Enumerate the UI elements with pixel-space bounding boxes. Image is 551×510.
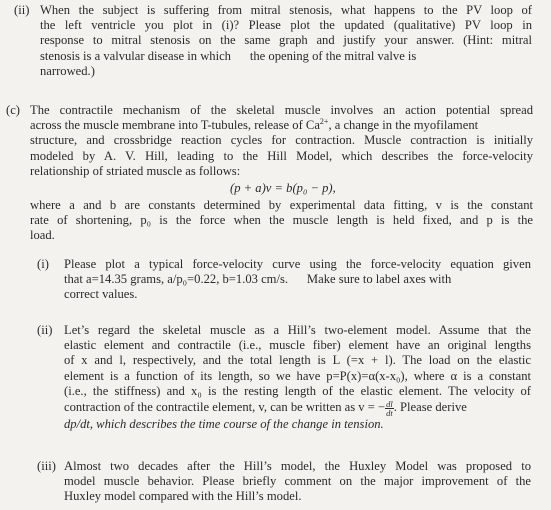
text-line: structure, and crossbridge reaction cycles for contraction. Muscle contraction is initially bbox=[30, 133, 533, 148]
text-line: rate of shortening, p₀ is the force when the muscle length is held fixed, and p is the bbox=[30, 213, 533, 228]
text-line: stenosis is a valvular disease in which the opening of the mitral valve is bbox=[40, 48, 417, 63]
text-line-velocity bbox=[64, 399, 531, 417]
ca-text: across the muscle membrane into T-tubules, release of Ca bbox=[30, 118, 320, 133]
part-c-i-text bbox=[64, 257, 531, 303]
text-line: (i.e., the stiffness) and x₀ is the resting length of the elastic element. The velocity of bbox=[64, 383, 531, 398]
ca-tail: , a change in the myofilament bbox=[328, 118, 479, 133]
text-line: The contractile mechanism of the skeletal muscle involves an action potential spread bbox=[30, 103, 533, 117]
text-line: correct values. bbox=[64, 287, 138, 302]
fraction-denominator: dt bbox=[386, 407, 393, 418]
text-line: Let’s regard the skeletal muscle as a Hill’s two-element model. Assume that the bbox=[64, 323, 531, 337]
part-b-ii-label: (ii) bbox=[14, 3, 30, 17]
part-c-iii-text bbox=[64, 459, 531, 505]
velocity-text: contraction of the contractile element, v, can be written as v = − bbox=[64, 400, 386, 415]
text-line: where a and b are constants determined by experimental data fitting, v is the constant bbox=[30, 198, 533, 212]
part-c-ii-text bbox=[64, 323, 531, 432]
part-c-iii-label: (iii) bbox=[37, 459, 56, 473]
text-line: model muscle behavior. Please briefly comment on the major improvement of the bbox=[64, 474, 531, 489]
part-c-after-text bbox=[30, 198, 533, 244]
text-line: elastic element and contractile (i.e., muscle fiber) element have an original lengths bbox=[64, 338, 531, 353]
part-c-label: (c) bbox=[6, 103, 20, 117]
text-line: of x and l, respectively, and the total length is L (=x + l). The load on the elastic bbox=[64, 353, 531, 368]
text-line: Almost two decades after the Hill’s model, the Huxley Model was proposed to bbox=[64, 459, 531, 473]
text-line: response to mitral stenosis on the same graph and justify your answer. (Hint: mitral bbox=[40, 33, 532, 48]
text-line: element is a function of its length, so we have p=P(x)=α(x-x₀), where α is a constant bbox=[64, 368, 531, 383]
text-line-ca bbox=[30, 118, 533, 133]
text-line: load. bbox=[30, 228, 55, 243]
text-line: modeled by A. V. Hill, leading to the Hill Model, which describes the force-velocity bbox=[30, 148, 533, 163]
part-c-text bbox=[30, 103, 533, 179]
text-line: Huxley model compared with the Hill’s model. bbox=[64, 489, 302, 504]
fraction-numerator: dl bbox=[386, 398, 393, 409]
text-line: When the subject is suffering from mitral stenosis, what happens to the PV loop of bbox=[40, 3, 532, 17]
part-b-ii-text bbox=[40, 3, 532, 79]
velocity-tail: . Please derive bbox=[393, 400, 467, 415]
text-line: narrowed.) bbox=[40, 63, 95, 78]
part-c-i-label: (i) bbox=[37, 257, 49, 271]
text-line: Please plot a typical force-velocity curve using the force-velocity equation given bbox=[64, 257, 531, 271]
dl-dt-fraction bbox=[385, 400, 394, 417]
part-c-ii-label: (ii) bbox=[37, 323, 53, 337]
text-line: that a=14.35 grams, a/p₀=0.22, b=1.03 cm/s. Make sure to label axes with bbox=[64, 272, 452, 287]
text-line: the left ventricle you plot in (i)? Please plot the updated (qualitative) PV loop in bbox=[40, 18, 532, 33]
text-line: relationship of striated muscle as follows: bbox=[30, 163, 241, 178]
hill-equation: (p + a)v = b(p₀ − p), bbox=[230, 181, 336, 195]
ca-superscript: 2+ bbox=[319, 117, 329, 127]
text-line: dp/dt, which describes the time course of the change in tension. bbox=[64, 416, 384, 431]
